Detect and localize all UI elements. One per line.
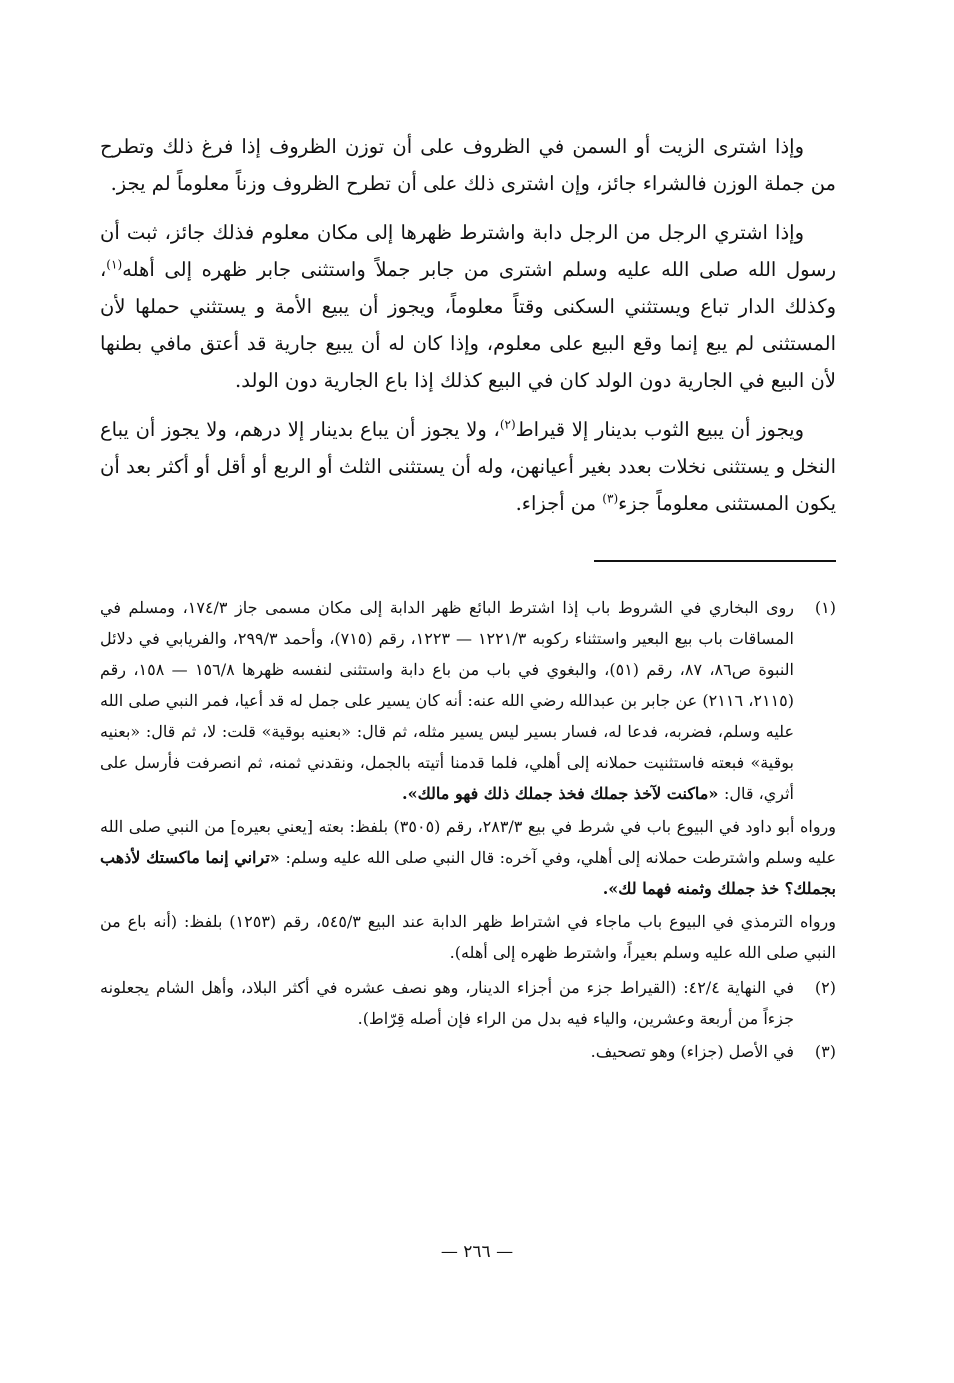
page-number: — ٢٦٦ — [440,1242,514,1262]
main-text [100,128,836,522]
footnote-3-body: في الأصل (جزاء) وهو تصحيف. [590,1042,794,1061]
paragraph-2-text-b: ، وكذلك الدار تباع ويستثني السكنى وقتاً معلوماً، ويجوز أن يبيع الأمة و يستثني حملها لأن المستثنى لم يبع إنما وقع البيع على معلوم، وإذا كان له أن يبيع جارية قد أعتق مافي بطنها لأن البيع في الجارية دون الولد كان في البيع كذلك إذا باع الجارية دون الولد. [100,258,836,392]
paragraph-3 [100,411,836,522]
footnote-2-number: (٢) [814,978,836,997]
paragraph-1 [100,128,836,202]
footnote-3 [100,1036,836,1067]
footnote-2-body: في النهاية ٤٢/٤: (القيراط جزء من أجزاء الدينار، وهو نصف عشره في أكثر البلاد، وأهل الشام يجعلونه جزءاً من أربعة وعشرين، والياء فيه بدل من الراء فإن أصله قِرّاط). [100,978,794,1028]
footnote-separator-wrap [100,534,836,592]
footnote-3-number: (٣) [814,1042,836,1061]
footnote-1-para-1-quote: «ماكنت لآخذ جملك فخذ جملك ذلك فهو مالك». [402,784,724,803]
footnote-separator [594,560,836,562]
footnote-ref-2[interactable]: (٢) [499,417,516,432]
footnote-1 [100,592,836,970]
footnote-1-para-2-text: ورواه أبو داود في البيوع باب في شرط في بيع ٢٨٣/٣، رقم (٣٥٠٥) بلفظ: بعته [يعني بعيره] من النبي صلى الله عليه وسلم واشترطت حملانه إلى أهلي، وفي آخره: قال النبي صلى الله عليه وسلم: [100,817,837,867]
footnote-ref-1[interactable]: (١) [106,257,123,272]
paragraph-1-text: وإذا اشترى الزيت أو السمن في الظروف على أن توزن الظروف إذا فرغ ذلك وتطرح من جملة الوزن فالشراء جائز، وإن اشترى ذلك على أن تطرح الظروف وزناً معلوماً لم يجز. [100,135,836,195]
footnote-1-para-1-text: روى البخاري في الشروط باب إذا اشترط البائع ظهر الدابة إلى مكان مسمى جاز ١٧٤/٣، ومسلم في المساقات باب بيع البعير واستثناء ركوبه ١٢٢١/٣ — ١٢٢٣، رقم (٧١٥)، وأحمد ٢٩٩/٣، والفريابي في دلائل النبوة ص٨٦، ٨٧، رقم (٥١)، والبغوي في باب من باع دابة واستثنى لنفسه ظهرها ١٥٦/٨ — ١٥٨، رقم (٢١١٥، ٢١١٦) عن جابر بن عبدالله رضي الله عنه: أنه كان يسير على جمل له قد أعيا، فمر النبي صلى الله عليه وسلم، فضربه، فدعا له، فسار بسير ليس يسير مثله، ثم قال: «بعنيه بوقية» قلت: لا، ثم قال: «بعنيه بوقية» فبعته فاستثنيت حملانه إلى أهلي، فلما قدمنا أتيته بالجمل، ونقدني ثمنه، ثم انصرفت فأرسل على أثري، قال: [100,598,795,803]
footnote-1-para-3 [100,906,836,968]
footnotes [100,592,836,1067]
footnote-2 [100,972,836,1034]
footnote-1-number: (١) [814,598,836,617]
footnote-1-para-3-text: ورواه الترمذي في البيوع باب ماجاء في اشتراط ظهر الدابة عند البيع ٥٤٥/٣، رقم (١٢٥٣) بلفظ: (أنه باع من النبي صلى الله عليه وسلم بعيراً، واشترط ظهره إلى أهله). [100,912,836,962]
footnote-1-body [100,592,837,970]
footnote-1-para-1 [100,592,794,809]
footnote-1-para-2 [100,811,836,904]
paragraph-2 [100,214,836,399]
paragraph-2-text-a: وإذا اشتري الرجل من الرجل دابة واشترط ظهرها إلى مكان معلوم فذلك جائز، ثبت أن رسول الله صلى الله عليه وسلم اشترى من جابر جملاً واستثنى جابر ظهره إلى أهله [100,221,836,281]
paragraph-3-text-b: ، ولا يجوز أن يباع بدينار إلا درهم، ولا يجوز أن يباع النخل و يستثنى نخلات بعدد بغير أعيانهن، وله أن يستثنى الثلث أو الربع أو أقل أو أكثر بعد أن يكون المستثنى معلوماً جزء [100,418,836,515]
footnote-ref-3[interactable]: (٣) [602,491,619,506]
paragraph-3-text-a: ويجوز أن يبيع الثوب بدينار إلا قيراط [515,418,805,441]
footnote-1-para-2-quote: «تراني إنما ماكستك لأذهب بجملك؟ خذ جملك وثمنه فهما لك». [100,848,836,898]
paragraph-3-text-c: من أجزاء. [515,492,603,515]
